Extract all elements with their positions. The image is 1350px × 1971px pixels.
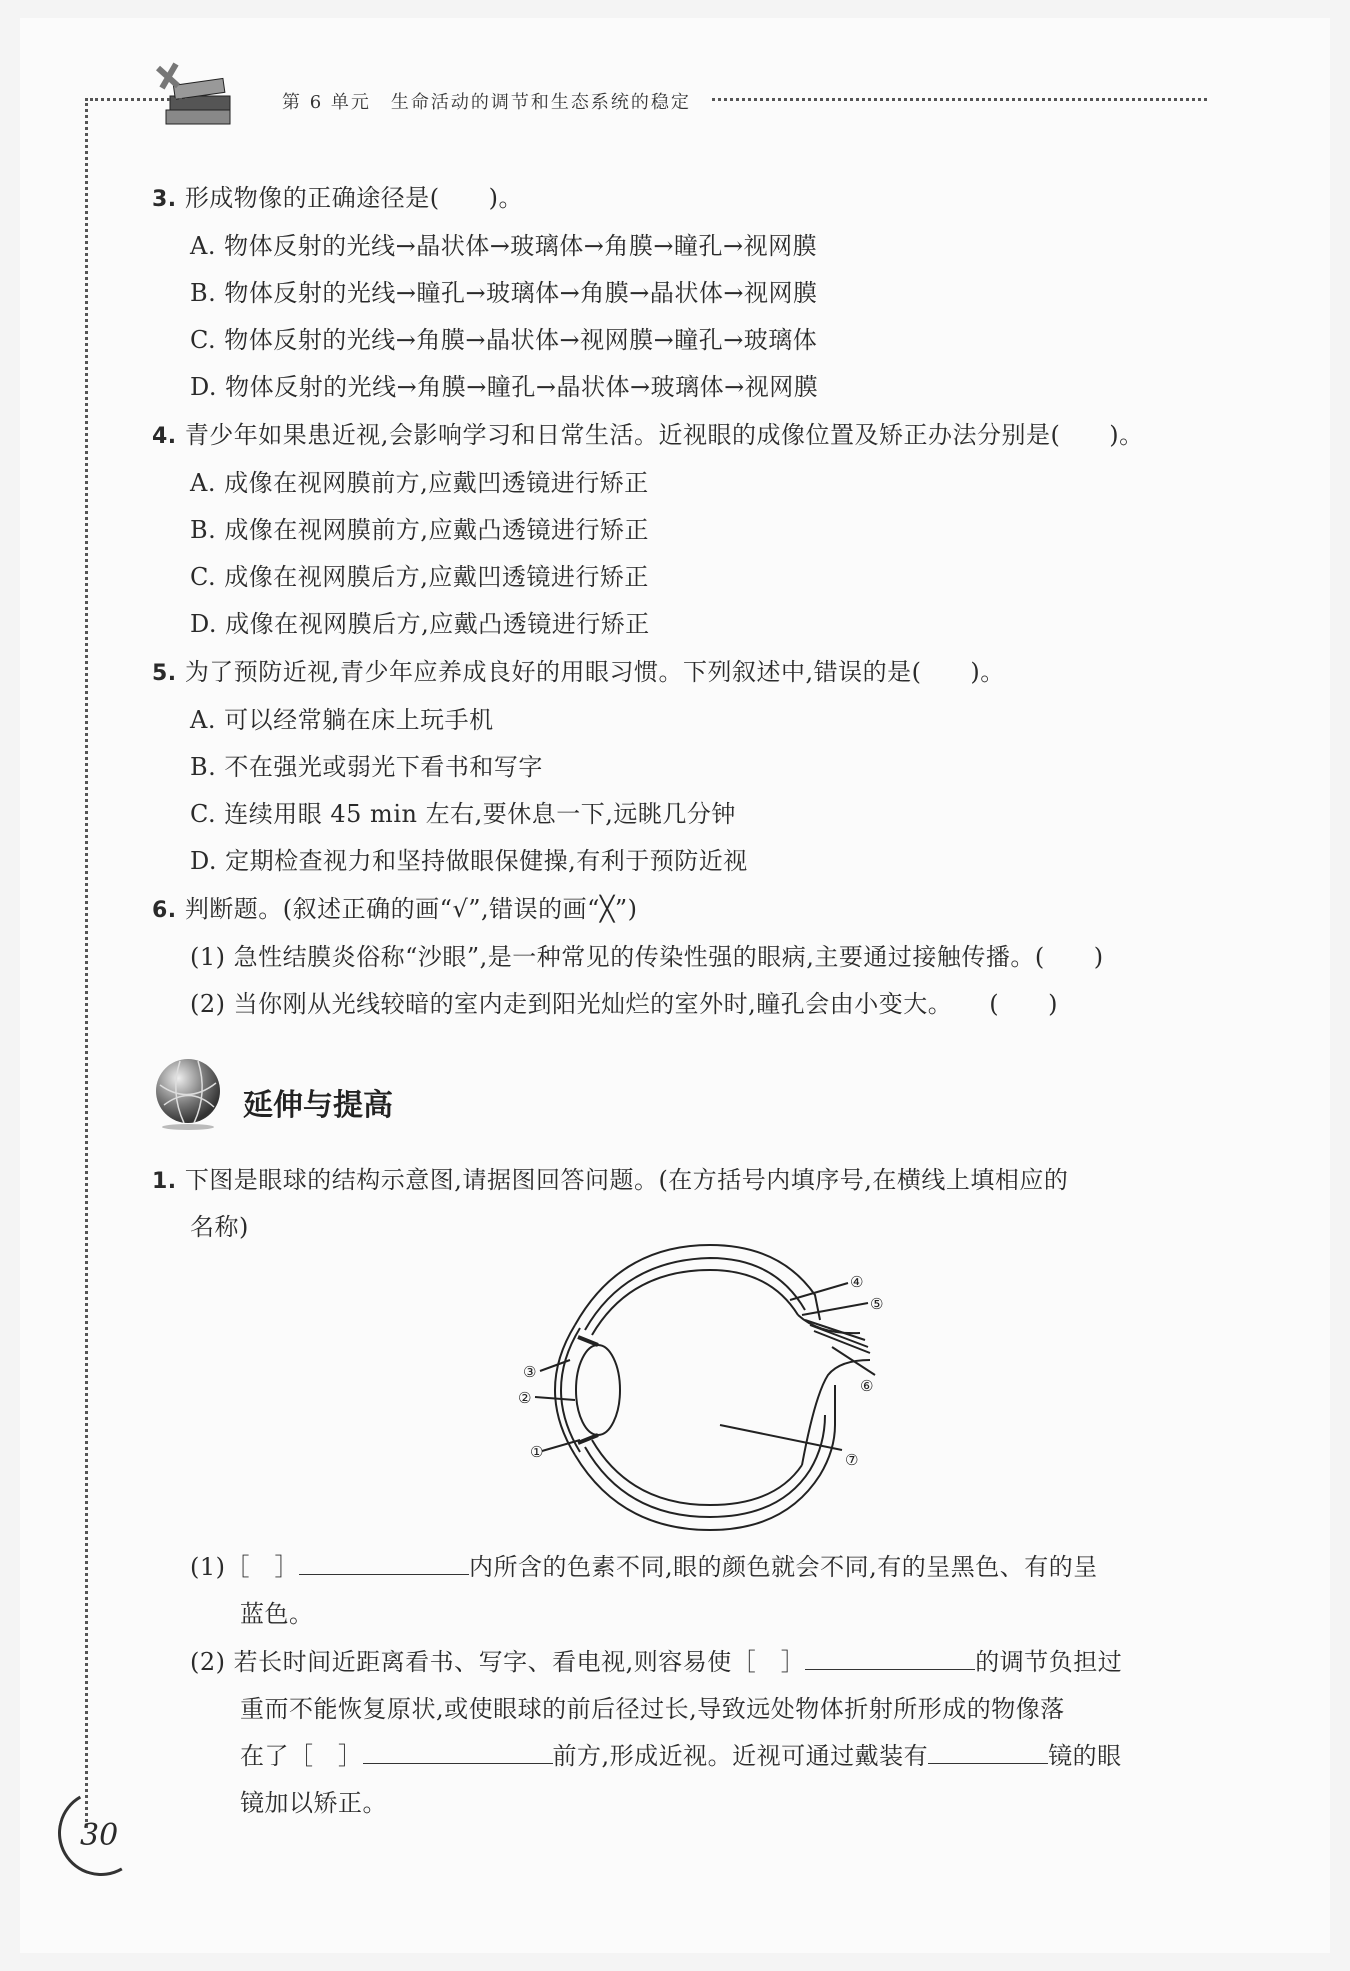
q6-item-1: (1) 急性结膜炎俗称“沙眼”,是一种常见的传染性强的眼病,主要通过接触传播。( ) [190,943,1104,971]
section-title: 延伸与提高 [243,1088,393,1123]
q4-option-b: B. 成像在视网膜前方,应戴凸透镜进行矫正 [190,516,650,544]
question-stem: 判断题。(叙述正确的画“√”,错误的画“╳”) [184,895,638,923]
sub1-prefix: (1)［ ］ [190,1553,299,1581]
label-5: ⑤ [870,1295,884,1313]
sub1-text: 内所含的色素不同,眼的颜色就会不同,有的呈黑色、有的呈 [469,1553,1098,1581]
question-number: 4. [152,424,177,449]
q3-option-b: B. 物体反射的光线→瞳孔→玻璃体→角膜→晶状体→视网膜 [190,279,818,307]
question-number: 3. [152,187,177,212]
label-6: ⑥ [860,1377,874,1395]
q5-option-c: C. 连续用眼 45 min 左右,要休息一下,远眺几分钟 [190,800,736,828]
ext-q1-sub1-line1 [190,1547,1098,1582]
globe-icon [150,1055,226,1131]
q5-option-b: B. 不在强光或弱光下看书和写字 [190,753,543,781]
question-number: 6. [152,898,177,923]
sub2-text: 的调节负担过 [975,1648,1123,1676]
sub2-line3-prefix: 在了［ ］ [240,1742,363,1770]
ext-q1-sub1-line2: 蓝色。 [240,1600,314,1628]
question-3 [152,178,523,213]
question-stem-line-1: 下图是眼球的结构示意图,请据图回答问题。(在方括号内填序号,在横线上填相应的 [184,1166,1069,1194]
q6-item-2: (2) 当你刚从光线较暗的室内走到阳光灿烂的室外时,瞳孔会由小变大。 ( ) [190,990,1058,1018]
unit-title: 第 6 单元 生命活动的调节和生态系统的稳定 [282,92,691,113]
question-stem: 青少年如果患近视,会影响学习和日常生活。近视眼的成像位置及矫正办法分别是( )。 [184,421,1144,449]
label-1: ① [530,1443,544,1461]
eyeball-structure-diagram [480,1225,884,1545]
ext-q1-sub2-line2: 重而不能恢复原状,或使眼球的前后径过长,导致远处物体折射所形成的物像落 [240,1695,1065,1723]
answer-blank[interactable] [363,1741,553,1764]
label-2: ② [518,1389,532,1407]
q5-option-d: D. 定期检查视力和坚持做眼保健操,有利于预防近视 [190,847,748,875]
header-dotted-rule-right [712,98,1207,101]
sub2-prefix: (2) 若长时间近距离看书、写字、看电视,则容易使［ ］ [190,1648,806,1676]
label-4: ④ [850,1273,864,1291]
ext-q1-sub2-line4: 镜加以矫正。 [240,1789,387,1817]
question-number: 5. [152,661,177,686]
ext-q1-sub2-line3 [240,1736,1122,1771]
question-6 [152,889,638,924]
answer-blank[interactable] [805,1647,975,1670]
ext-q1-sub2-line1 [190,1642,1122,1677]
answer-blank[interactable] [299,1552,469,1575]
q4-option-d: D. 成像在视网膜后方,应戴凸透镜进行矫正 [190,610,650,638]
question-5 [152,652,1005,687]
q4-option-c: C. 成像在视网膜后方,应戴凹透镜进行矫正 [190,563,649,591]
question-stem: 形成物像的正确途径是( )。 [184,184,524,212]
q3-option-c: C. 物体反射的光线→角膜→晶状体→视网膜→瞳孔→玻璃体 [190,326,818,354]
question-number: 1. [152,1169,177,1194]
sub2-line3-text: 前方,形成近视。近视可通过戴装有 [552,1742,929,1770]
question-4 [152,415,1144,450]
q4-option-a: A. 成像在视网膜前方,应戴凹透镜进行矫正 [190,469,649,497]
ext-question-1 [152,1160,1068,1195]
page-number: 30 [80,1818,119,1853]
label-7: ⑦ [845,1451,859,1469]
answer-blank[interactable] [928,1741,1048,1764]
header-dotted-rule-left [90,98,205,101]
sub2-line3-suffix: 镜的眼 [1048,1742,1122,1770]
question-stem-line-2: 名称) [190,1213,249,1241]
label-3: ③ [523,1363,537,1381]
q3-option-a: A. 物体反射的光线→晶状体→玻璃体→角膜→瞳孔→视网膜 [190,232,818,260]
q5-option-a: A. 可以经常躺在床上玩手机 [190,706,494,734]
question-stem: 为了预防近视,青少年应养成良好的用眼习惯。下列叙述中,错误的是( )。 [184,658,1005,686]
margin-dotted-rule [85,98,88,1828]
q3-option-d: D. 物体反射的光线→角膜→瞳孔→晶状体→玻璃体→视网膜 [190,373,819,401]
